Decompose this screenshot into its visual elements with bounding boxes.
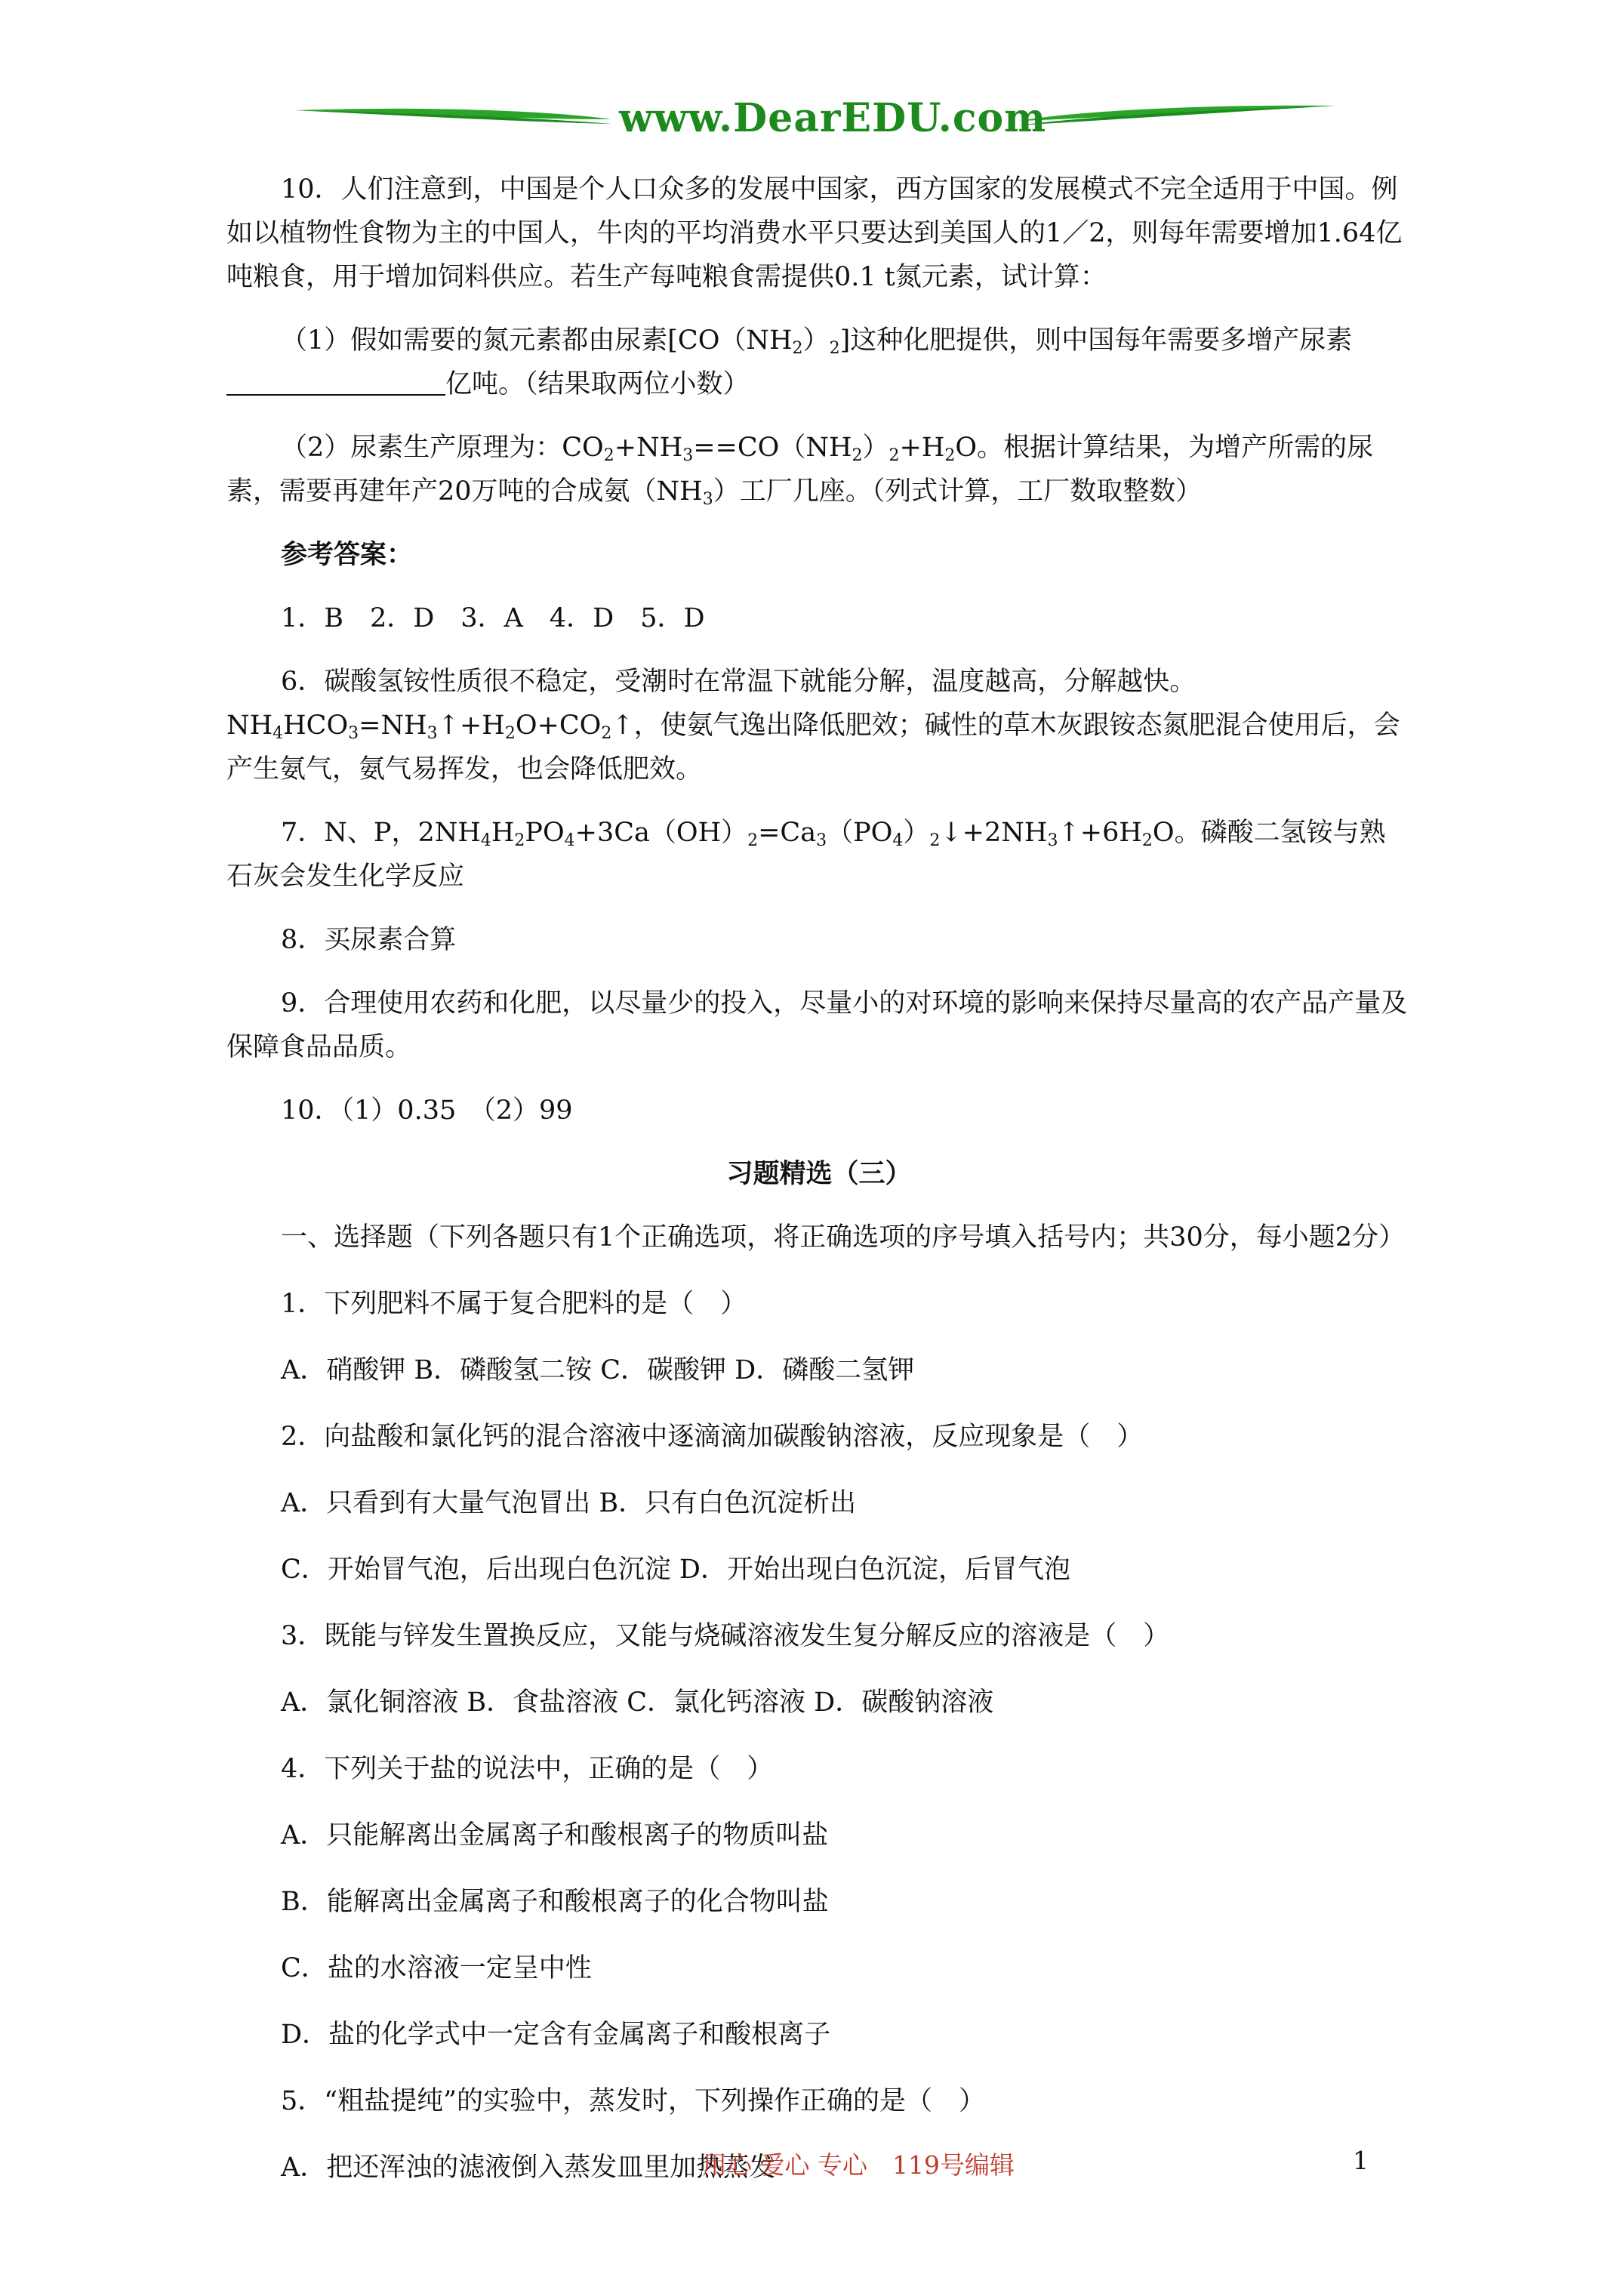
answers-1-5: 1．B 2．D 3．A 4．D 5．D <box>281 603 705 633</box>
answers-title: 参考答案： <box>281 539 414 570</box>
question-4-option-b: B．能解离出金属离子和酸根离子的化合物叫盐 <box>281 1887 829 1917</box>
question-2: 2．向盐酸和氯化钙的混合溶液中逐滴滴加碳酸钠溶液，反应现象是（ ） <box>281 1422 1144 1452</box>
question-3-options: A．氯化铜溶液 B．食盐溶液 C．氯化钙溶液 D．碳酸钠溶液 <box>281 1687 994 1718</box>
document-body <box>226 168 1412 2190</box>
q10-part2: （2）尿素生产原理为：$CO_2+NH_3==CO(NH_2)_2+H_2O$。根据计算结果，为增产所需的尿素，需要再建年产20万吨的合成氨$(NH_3)$工厂几座。（列式计算，工厂数取整数） <box>226 433 1374 509</box>
question-3: 3．既能与锌发生置换反应，又能与烧碱溶液发生复分解反应的溶液是（ ） <box>281 1621 1170 1651</box>
question-4-option-d: D．盐的化学式中一定含有金属离子和酸根离子 <box>281 2020 831 2050</box>
answer-9: 9．合理使用农药和化肥，以尽量少的投入，尽量小的对环境的影响来保持尽量高的农产品产量及保障食品品质。 <box>226 988 1408 1062</box>
question-4-option-c: C．盐的水溶液一定呈中性 <box>281 1953 592 1983</box>
answer-8: 8．买尿素合算 <box>281 925 457 955</box>
question-2-options-ab: A．只看到有大量气泡冒出 B．只有白色沉淀析出 <box>281 1488 857 1518</box>
question-1: 1．下列肥料不属于复合肥料的是（ ） <box>281 1289 747 1319</box>
q10-part1-line2: 亿吨。（结果取两位小数） <box>226 362 1412 406</box>
section3-title: 习题精选（三） <box>726 1158 912 1189</box>
answer-7: 7．N、P，$2NH_4H_2PO_4+3Ca(OH)_2=Ca_3(PO_4)_2↓+2NH_3↑+6H_2O$。磷酸二氢铵与熟石灰会发生化学反应 <box>226 818 1386 892</box>
answer-6: 6．碳酸氢铵性质很不稳定，受潮时在常温下就能分解，温度越高，分解越快。 <box>281 667 1196 697</box>
question-4-option-a: A．只能解离出金属离子和酸根离子的物质叫盐 <box>281 1820 829 1851</box>
page-header <box>287 89 1344 157</box>
question-2-options-cd: C．开始冒气泡，后出现白色沉淀 D．开始出现白色沉淀，后冒气泡 <box>281 1555 1070 1585</box>
site-logo-text[interactable]: www.DearEDU.com <box>619 95 1047 141</box>
question-1-options: A．硝酸钾 B．磷酸氢二铵 C．碳酸钾 D．磷酸二氢钾 <box>281 1355 915 1385</box>
question-4: 4．下列关于盐的说法中，正确的是（ ） <box>281 1754 774 1784</box>
q10-part1: （1）假如需要的氮元素都由尿素$[CO(NH_2)_2]$这种化肥提供，则中国每年需要多增产尿素 <box>281 325 1353 358</box>
question-5: 5．“粗盐提纯”的实验中，蒸发时，下列操作正确的是（ ） <box>281 2086 986 2116</box>
answer-6-line2: $NH_4HCO_3=NH_3↑+H_2O+CO_2↑$，使氨气逸出降低肥效；碱性的草木灰跟铵态氮肥混合使用后，会产生氨气，氨气易挥发，也会降低肥效。 <box>226 710 1400 784</box>
answer-10: 10．（1）0.35 （2）99 <box>281 1096 573 1126</box>
page-number: 1 <box>1353 2146 1369 2175</box>
answer-blank <box>226 371 445 396</box>
q10-intro: 10．人们注意到，中国是个人口众多的发展中国家，西方国家的发展模式不完全适用于中国。例如以植物性食物为主的中国人，牛肉的平均消费水平只要达到美国人的1／2，则每年需要增加1.64亿吨粮食，用于增加饲料供应。若生产每吨粮食需提供0.1 t氮元素，试计算： <box>226 174 1403 292</box>
question-5-option-a: A．把还浑浊的滤液倒入蒸发皿里加热蒸发 <box>281 2153 776 2183</box>
section3-instructions: 一、选择题（下列各题只有1个正确选项，将正确选项的序号填入括号内；共30分，每小题2分） <box>281 1222 1406 1253</box>
footer-text: 用心 爱心 专心 119号编辑 <box>702 2150 1015 2180</box>
